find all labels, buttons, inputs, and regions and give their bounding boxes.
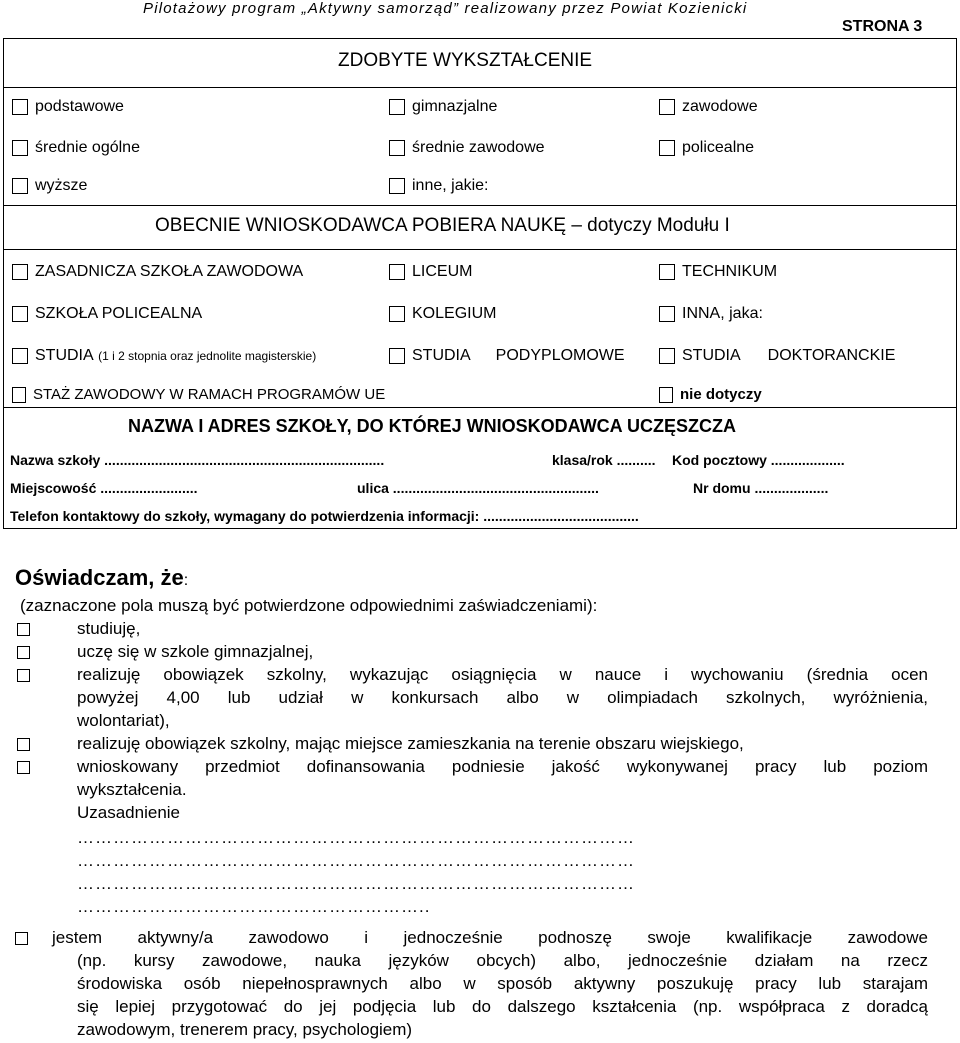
divider [3,249,957,250]
checkbox[interactable] [12,387,26,403]
option-label: inne, jakie: [412,177,489,194]
study-option-liceum[interactable] [389,263,472,281]
option-label: INNA, jaka: [682,305,763,322]
study-option-policealna[interactable] [12,305,202,323]
checkbox[interactable] [12,140,28,156]
checkbox[interactable] [389,99,405,115]
school-name-field[interactable]: Nazwa szkoły ........................................................................ [10,452,385,468]
item-przedmiot-l1: wnioskowany przedmiot dofinansowania podniesie jakość wykonywanej pracy lub poziom [77,757,928,776]
checkbox[interactable] [659,99,675,115]
edu-option-inne[interactable] [389,177,489,195]
city-field[interactable]: Miejscowość ......................... [10,480,198,496]
option-label: gimnazjalne [412,98,498,115]
option-label: KOLEGIUM [412,305,497,322]
justification-line[interactable]: ………………………………………………………………………………… [77,851,635,870]
checkbox[interactable] [12,178,28,194]
edu-option-policealne[interactable] [659,139,754,157]
checkbox[interactable] [659,140,675,156]
checkbox-obowiazek-osiagniecia[interactable] [17,669,30,682]
page-number: STRONA 3 [842,18,923,35]
edu-option-podstawowe[interactable] [12,98,124,116]
checkbox[interactable] [659,387,673,403]
study-option-inna[interactable] [659,305,763,323]
item-aktywny-l3: środowiska osób niepełnosprawnych albo w sposób aktywny poszukuję pracy lub starajam [77,974,928,993]
study-option-staz[interactable] [12,386,385,403]
checkbox[interactable] [389,306,405,322]
divider [3,205,957,206]
item-obowiazek-osiagniecia-l1: realizuję obowiązek szkolny, wykazując osiągnięcia w nauce i wychowaniu (średnia ocen [77,665,928,684]
option-label: DOKTORANCKIE [767,347,896,364]
item-studiuje: studiuję, [77,619,141,638]
checkbox-studiuje[interactable] [17,623,30,636]
checkbox[interactable] [659,306,675,322]
option-label: zawodowe [682,98,758,115]
option-label: policealne [682,139,755,156]
item-obowiazek-osiagniecia-l3: wolontariat), [77,711,170,730]
study-option-studia[interactable] [12,347,316,365]
checkbox[interactable] [12,348,28,364]
item-gimnazjum: uczę się w szkole gimnazjalnej, [77,642,314,661]
option-label: STUDIA [35,347,94,364]
checkbox[interactable] [389,178,405,194]
justification-line[interactable]: ………………………………………………………………………………… [77,828,635,847]
item-obowiazek-osiagniecia-l2: powyżej 4,00 lub udział w konkursach albo w olimpiadach szkolnych, wyróżnienia, [77,688,928,707]
declaration-title: Oświadczam, że: [15,565,189,590]
checkbox[interactable] [389,140,405,156]
study-option-kolegium[interactable] [389,305,496,323]
justification-label: Uzasadnienie [77,803,181,822]
item-aktywny-l4: się lepiej przygotować do jej podjęcia lub do dalszego kształcenia (np. współpraca z doradcą [77,997,928,1016]
checkbox[interactable] [389,264,405,280]
checkbox[interactable] [659,264,675,280]
item-aktywny-l5: zawodowym, trenerem pracy, psychologiem) [77,1020,413,1039]
postal-code-field[interactable]: Kod pocztowy ................... [672,452,845,468]
option-label: podstawowe [35,98,124,115]
checkbox[interactable] [659,348,675,364]
edu-option-srednie-zawodowe[interactable] [389,139,545,157]
study-option-zsz[interactable] [12,263,303,281]
study-option-nie-dotyczy[interactable] [659,386,762,403]
checkbox[interactable] [12,99,28,115]
school-phone-field[interactable]: Telefon kontaktowy do szkoły, wymagany do potwierdzenia informacji: ........................................ [10,508,639,524]
option-label: TECHNIKUM [682,263,778,280]
option-label: STAŻ ZAWODOWY W RAMACH PROGRAMÓW UE [33,386,386,403]
item-obszar-wiejski: realizuję obowiązek szkolny, mając miejsce zamieszkania na terenie obszaru wiejskiego, [77,734,744,753]
divider [3,87,957,88]
option-label: SZKOŁA POLICEALNA [35,305,203,322]
checkbox[interactable] [12,306,28,322]
item-aktywny-l1: jestem aktywny/a zawodowo i jednocześnie podnoszę swoje kwalifikacje zawodowe [52,928,928,947]
checkbox[interactable] [389,348,405,364]
edu-option-gimnazjalne[interactable] [389,98,497,116]
divider [3,407,957,408]
justification-line[interactable]: ………………………………………………….. [77,897,431,916]
school-section-title: NAZWA I ADRES SZKOŁY, DO KTÓREJ WNIOSKODAWCA UCZĘSZCZA [128,416,737,436]
edu-option-wyzsze[interactable] [12,177,87,195]
study-option-doktoranckie[interactable] [659,347,895,365]
edu-option-srednie-ogolne[interactable] [12,139,140,157]
edu-option-zawodowe[interactable] [659,98,758,116]
checkbox-gimnazjum[interactable] [17,646,30,659]
program-header: Pilotażowy program „Aktywny samorząd” realizowany przez Powiat Kozienicki [143,0,748,17]
checkbox-przedmiot-dofinansowania[interactable] [17,761,30,774]
option-label: PODYPLOMOWE [495,347,625,364]
option-label: ZASADNICZA SZKOŁA ZAWODOWA [35,263,304,280]
checkbox[interactable] [12,264,28,280]
option-label: STUDIA [682,347,741,364]
checkbox-aktywny-zawodowo[interactable] [15,932,28,945]
study-option-technikum[interactable] [659,263,777,281]
house-number-field[interactable]: Nr domu ................... [693,480,829,496]
education-title: ZDOBYTE WYKSZTAŁCENIE [338,50,593,71]
option-label: STUDIA [412,347,471,364]
option-label: wyższe [35,177,88,194]
option-label: nie dotyczy [680,386,762,403]
checkbox-obszar-wiejski[interactable] [17,738,30,751]
declaration-note: (zaznaczone pola muszą być potwierdzone odpowiednimi zaświadczeniami): [20,596,598,615]
item-aktywny-l2: (np. kursy zawodowe, nauka języków obcych) albo, jednocześnie działam na rzecz [77,951,928,970]
option-label: średnie ogólne [35,139,140,156]
item-przedmiot-l2: wykształcenia. [77,780,187,799]
class-year-field[interactable]: klasa/rok .......... [552,452,656,468]
study-option-podyplomowe[interactable] [389,347,625,365]
option-note: (1 i 2 stopnia oraz jednolite magisterskie) [98,349,317,363]
justification-line[interactable]: ………………………………………………………………………………… [77,874,635,893]
option-label: LICEUM [412,263,473,280]
street-field[interactable]: ulica ..................................................... [357,480,599,496]
option-label: średnie zawodowe [412,139,545,156]
studying-title: OBECNIE WNIOSKODAWCA POBIERA NAUKĘ – dotyczy Modułu I [155,215,730,236]
